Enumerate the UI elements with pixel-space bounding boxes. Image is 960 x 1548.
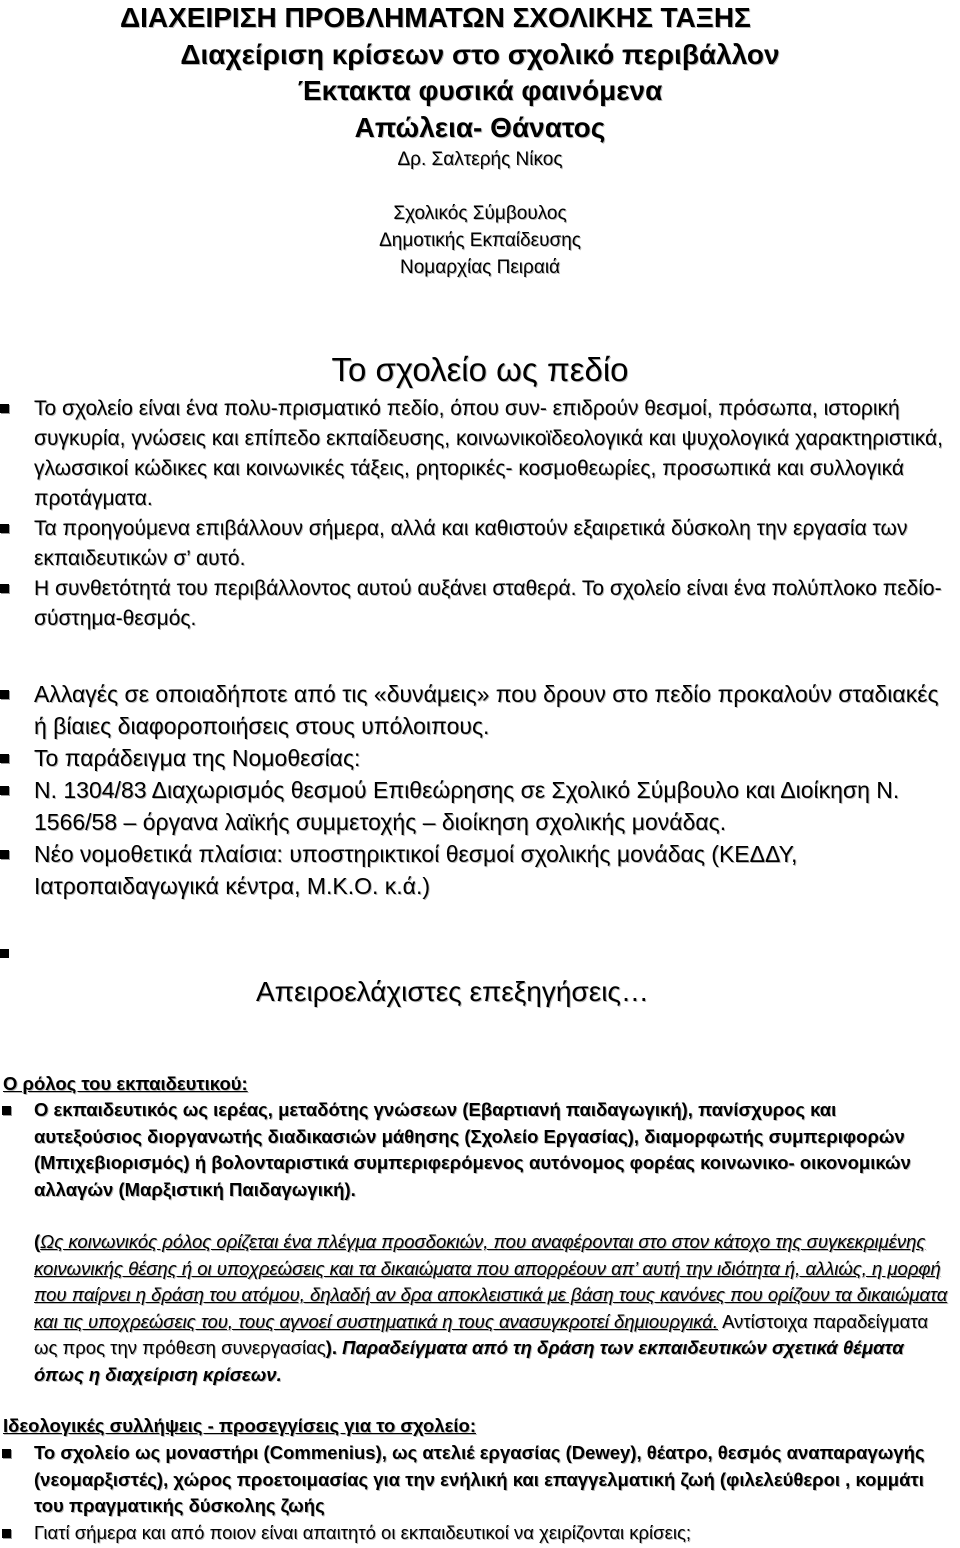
ideology-heading: Ιδεολογικές συλλήψεις - προσεγγίσεις για το σχολείο: (3, 1415, 477, 1436)
role-definition-paragraph (34, 1229, 949, 1388)
bullet-item: Τα προηγούμενα επιβάλλουν σήμερα, αλλά και καθιστούν εξαιρετικά δύσκολη την εργασία των εκπαιδευτικών σ’ αυτό. (0, 514, 950, 574)
title-line-3: Έκτακτα φυσικά φαινόμενα (297, 75, 663, 106)
bullet-item: Το σχολείο είναι ένα πολυ-πρισματικό πεδίο, όπου συν- επιδρούν θεσμοί, πρόσωπα, ιστορική συγκυρία, γνώσεις και επίπεδο εκπαίδευσης, κοινωνικοϊδεολογικά και ψυχολογικά χαρακτηριστικά, γλωσσικοί κώδικες και κοινωνικές τάξεις, ρητορικές- κοσμοθεωρίες, προσωπικά και συλλογικά προτάγματα. (0, 394, 950, 514)
title-line-2: Διαχείριση κρίσεων στο σχολικό περιβάλλον (180, 39, 780, 70)
bullet-item: Νέο νομοθετικά πλαίσια: υποστηρικτικοί θεσμοί σχολικής μονάδας (ΚΕΔΔΥ, Ιατροπαιδαγωγικά κέντρα, Μ.Κ.Ο. κ.ά.) (0, 838, 950, 902)
author-role-3: Νομαρχίας Πειραιά (399, 257, 561, 278)
author-role-1: Σχολικός Σύμβουλος (393, 203, 567, 224)
author-name: Δρ. Σαλτερής Νίκος (397, 149, 563, 170)
section-1-bullets-small (0, 394, 950, 634)
bullet-item: Το παράδειγμα της Νομοθεσίας: (0, 742, 950, 774)
bullet-item: Αλλαγές σε οποιαδήποτε από τις «δυνάμεις» που δρουν στο πεδίο προκαλούν σταδιακές ή βίαιες διαφοροποιήσεις στους υπόλοιπους. (0, 678, 950, 742)
title-line-4: Απώλεια- Θάνατος (354, 112, 606, 143)
normal-text: Αντίστοιχα παραδείγματα ως προς την πρόθεση συνεργασίας (34, 1310, 929, 1358)
endnote-text: Απειροελάχιστες επεξηγήσεις… (256, 976, 649, 1007)
bold-italic-text: Παραδείγματα από τη δράση των εκπαιδευτικών σχετικά θέματα όπως η διαχείριση κρίσεων. (34, 1337, 904, 1385)
bullet-item-role: Ο εκπαιδευτικός ως ιερέας, μεταδότης γνώσεων (Εβαρτιανή παιδαγωγική), πανίσχυρος και αυτεξούσιος διοργανωτής διαδικασιών μάθησης (Σχολείο Εργασίας), διαμορφωτής συμπεριφορών (Μπιχεβιορισμός) ή βολονταριστικά συμπεριφερόμενος αυτόνομος φορέας κοινωνικο- οικονομικών αλλαγών (Μαρξιστική Παιδαγωγική). (0, 1097, 945, 1203)
close-paren: ). (325, 1337, 338, 1358)
italic-definition: Ως κοινωνικός ρόλος ορίζεται ένα πλέγμα προσδοκιών, που αναφέρονται στο στον κάτοχο της συγκεκριμένης κοινωνικής θέσης ή οι υποχρεώσεις και τα δικαιώματα που απορρέουν απ’ αυτή την ιδιότητα ή, αλλιώς, η μορφή που παίρνει η δράση του ατόμου, δηλαδή αν δρα αποκλειστικά με βάση τους κανόνες που ορίζουν τα δικαιώματα και τις υποχρεώσεις του, τους αγνοεί συστηματικά η τους ανασυγκροτεί δημιουργικά. (34, 1231, 948, 1332)
open-paren: ( (34, 1231, 41, 1252)
title-line-1: ΔΙΑΧΕΙΡΙΣΗ ΠΡΟΒΛΗΜΑΤΩΝ ΣΧΟΛΙΚΗΣ ΤΑΞΗΣ (120, 2, 751, 33)
role-heading: Ο ρόλος του εκπαιδευτικού: (3, 1073, 248, 1094)
ideology-bullets (0, 1440, 945, 1546)
bullet-item-ideology: Το σχολείο ως μοναστήρι (Commenius), ως ατελιέ εργασίας (Dewey), θέατρο, θεσμός αναπαραγωγής (νεομαρξιστές), χώρος προετοιμασίας για την ενήλική και επαγγελματική ζωή (φιλελεύθεροι , κομμάτι του πραγματικής δύσκολης ζωής (0, 1440, 945, 1520)
author-role-2: Δημοτικής Εκπαίδευσης (379, 230, 581, 251)
endnote (256, 974, 649, 1010)
bullet-item: Ν. 1304/83 Διαχωρισμός θεσμού Επιθεώρησης σε Σχολικό Σύμβουλο και Διοίκηση Ν. 1566/58 – όργανα λαϊκής συμμετοχής – διοίκηση σχολικής μονάδας. (0, 774, 950, 838)
section-title: Το σχολείο ως πεδίο (331, 351, 629, 388)
empty-bullet-marker (0, 949, 9, 958)
section-1-bullets-large (0, 678, 950, 902)
bullet-item-question: Γιατί σήμερα και από ποιον είναι απαιτητό οι εκπαιδευτικοί να χειρίζονται κρίσεις; (0, 1520, 945, 1547)
role-bullets (0, 1097, 945, 1203)
bullet-item: Η συνθετότητά του περιβάλλοντος αυτού αυξάνει σταθερά. Το σχολείο είναι ένα πολύπλοκο πεδίο-σύστημα-θεσμός. (0, 574, 950, 634)
